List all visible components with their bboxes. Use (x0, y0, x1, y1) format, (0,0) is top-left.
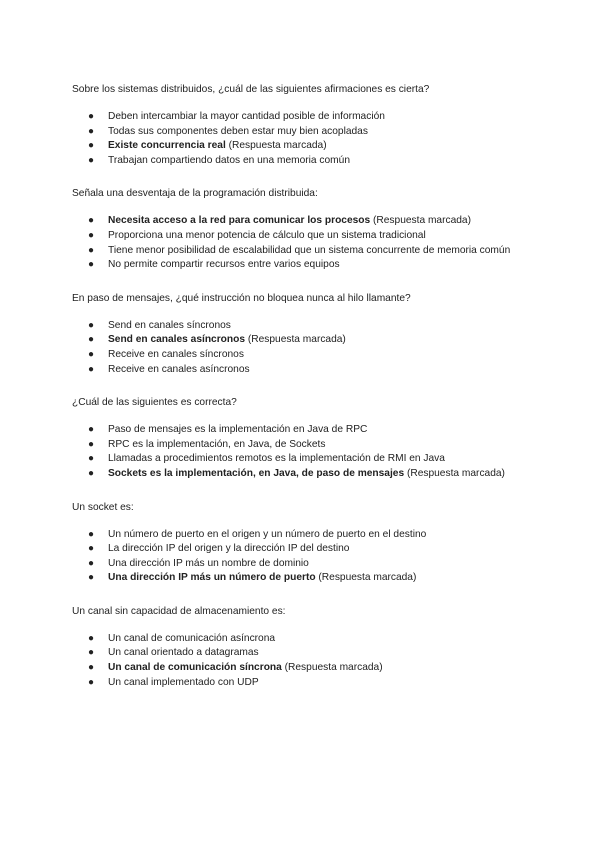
option-text: Existe concurrencia real (108, 140, 226, 152)
bullet-icon: ● (88, 647, 95, 659)
answer-list (72, 214, 528, 272)
question-text: Un socket es: (72, 501, 134, 513)
bullet-icon: ● (88, 154, 95, 166)
option-text: Sockets es la implementación, en Java, de paso de mensajes (108, 467, 405, 479)
answer-option (72, 348, 528, 363)
answer-option-marked (72, 467, 528, 482)
option-text: Paso de mensajes es la implementación en Java de RPC (108, 424, 368, 436)
answer-option-marked (72, 661, 528, 676)
option-text: Un canal de comunicación síncrona (108, 662, 282, 674)
option-text: Una dirección IP más un nombre de dominio (108, 557, 309, 569)
bullet-icon: ● (88, 348, 95, 360)
bullet-icon: ● (88, 557, 95, 569)
question-block (72, 605, 528, 690)
question-block (72, 83, 528, 168)
option-text: Tiene menor posibilidad de escalabilidad que un sistema concurrente de memoria común (108, 244, 511, 256)
bullet-icon: ● (88, 438, 95, 450)
answer-option (72, 110, 528, 125)
marked-suffix: (Respuesta marcada) (370, 215, 471, 227)
option-text: Un número de puerto en el origen y un número de puerto en el destino (108, 528, 427, 540)
option-text: RPC es la implementación, en Java, de Sockets (108, 438, 326, 450)
question-block (72, 187, 528, 272)
bullet-icon: ● (88, 424, 95, 436)
answer-option (72, 646, 528, 661)
answer-option (72, 557, 528, 572)
option-text: Un canal de comunicación asíncrona (108, 632, 276, 644)
answer-option (72, 229, 528, 244)
bullet-icon: ● (88, 676, 95, 688)
answer-option (72, 258, 528, 273)
bullet-icon: ● (88, 259, 95, 271)
option-text: Trabajan compartiendo datos en una memoria común (108, 154, 350, 166)
answer-option (72, 363, 528, 378)
answer-option-marked (72, 214, 528, 229)
answer-option (72, 125, 528, 140)
answer-option (72, 423, 528, 438)
bullet-icon: ● (88, 244, 95, 256)
answer-list (72, 632, 528, 690)
answer-option (72, 632, 528, 647)
answer-option (72, 154, 528, 169)
quiz-page (72, 83, 528, 709)
option-text: Necesita acceso a la red para comunicar los procesos (108, 215, 371, 227)
answer-option-marked (72, 139, 528, 154)
bullet-icon: ● (88, 334, 95, 346)
answer-option (72, 452, 528, 467)
bullet-icon: ● (88, 229, 95, 241)
bullet-icon: ● (88, 543, 95, 555)
answer-option (72, 244, 528, 259)
question-block (72, 396, 528, 481)
bullet-icon: ● (88, 467, 95, 479)
option-text: Una dirección IP más un número de puerto (108, 572, 316, 584)
option-text: Un canal implementado con UDP (108, 676, 259, 688)
option-text: Send en canales síncronos (108, 319, 231, 331)
option-text: Llamadas a procedimientos remotos es la implementación de RMI en Java (108, 453, 445, 465)
answer-option (72, 528, 528, 543)
answer-list (72, 528, 528, 586)
answer-option-marked (72, 333, 528, 348)
bullet-icon: ● (88, 572, 95, 584)
bullet-icon: ● (88, 140, 95, 152)
question-text: Un canal sin capacidad de almacenamiento es: (72, 605, 286, 617)
option-text: Un canal orientado a datagramas (108, 647, 259, 659)
answer-option (72, 438, 528, 453)
option-text: Receive en canales síncronos (108, 348, 244, 360)
marked-suffix: (Respuesta marcada) (245, 334, 346, 346)
option-text: Send en canales asíncronos (108, 334, 246, 346)
question-block (72, 292, 528, 377)
marked-suffix: (Respuesta marcada) (281, 662, 383, 674)
marked-suffix: (Respuesta marcada) (404, 467, 505, 479)
question-text: En paso de mensajes, ¿qué instrucción no bloquea nunca al hilo llamante? (72, 292, 411, 304)
bullet-icon: ● (88, 453, 95, 465)
answer-option-marked (72, 571, 528, 586)
bullet-icon: ● (88, 363, 95, 375)
bullet-icon: ● (88, 125, 95, 137)
bullet-icon: ● (88, 632, 95, 644)
answer-list (72, 110, 528, 168)
bullet-icon: ● (88, 528, 95, 540)
bullet-icon: ● (88, 111, 95, 122)
bullet-icon: ● (88, 319, 95, 331)
question-text: ¿Cuál de las siguientes es correcta? (72, 397, 237, 409)
option-text: No permite compartir recursos entre varios equipos (108, 259, 340, 271)
answer-list (72, 423, 528, 481)
option-text: Receive en canales asíncronos (108, 363, 250, 375)
answer-option (72, 542, 528, 557)
option-text: Deben intercambiar la mayor cantidad posible de información (108, 111, 385, 122)
marked-suffix: (Respuesta marcada) (225, 140, 327, 152)
bullet-icon: ● (88, 215, 95, 227)
question-text: Sobre los sistemas distribuidos, ¿cuál de las siguientes afirmaciones es cierta? (72, 84, 430, 95)
answer-option (72, 319, 528, 334)
question-block (72, 501, 528, 586)
bullet-icon: ● (88, 662, 95, 674)
option-text: Todas sus componentes deben estar muy bien acopladas (108, 125, 368, 137)
marked-suffix: (Respuesta marcada) (315, 572, 417, 584)
option-text: Proporciona una menor potencia de cálculo que un sistema tradicional (108, 229, 426, 241)
question-text: Señala una desventaja de la programación distribuida: (72, 188, 318, 200)
answer-option (72, 676, 528, 691)
answer-list (72, 319, 528, 377)
option-text: La dirección IP del origen y la dirección IP del destino (108, 543, 350, 555)
